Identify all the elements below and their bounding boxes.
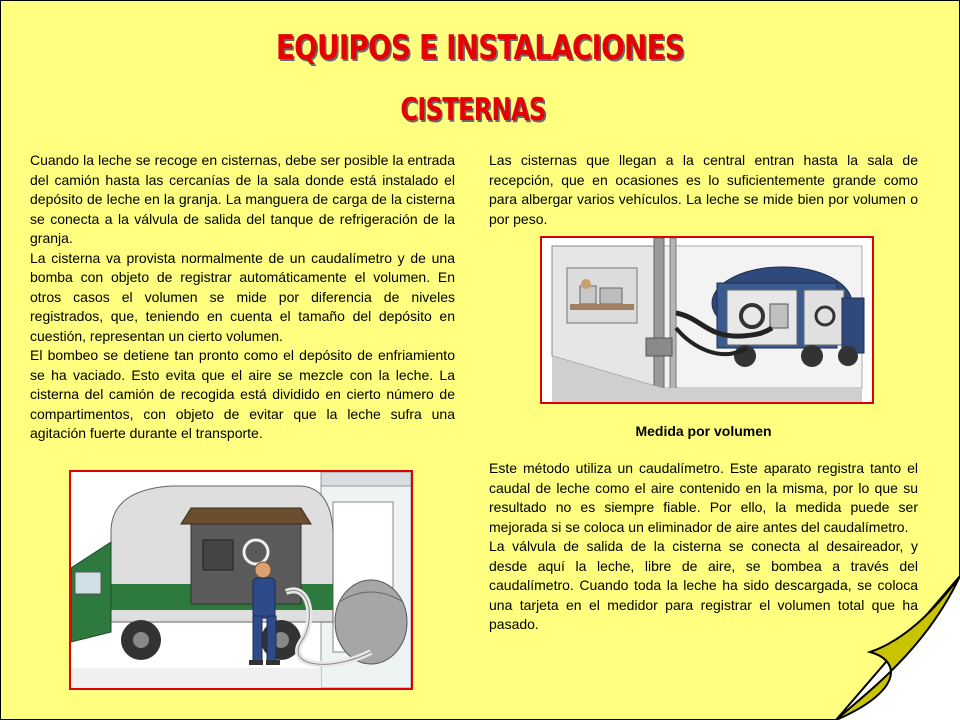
figure-caption: Medida por volumen	[635, 423, 772, 439]
right-paragraph: Este método utiliza un caudalímetro. Este aparato registra tanto el caudal de leche como el aire contenido en la misma, por lo que su resultado no es siempre fiable. Por ello, la medida puede ser mejorada si se coloca un eliminador de aire antes del caudalímetro.	[489, 460, 918, 535]
left-paragraph: La cisterna va provista normalmente de un caudalímetro y de una bomba con objeto de registrar automáticamente el volumen. En otros casos el volumen se mide por diferencia de niveles registrados, que, teniendo en cuenta el tamaño del depósito en cuestión, representan un cierto volumen.	[30, 249, 455, 344]
page-subtitle: CISTERNAS	[400, 92, 546, 128]
tanker-loading-illustration	[69, 470, 413, 690]
right-paragraph: La válvula de salida de la cisterna se conecta al desaireador, y desde aquí la leche, libre de aire, se bombea a través del caudalímetro. Cuando toda la leche ha sido descargada, se coloca una tarjeta en el medidor para registrar el volumen total que ha pasado.	[489, 538, 918, 632]
right-text-block	[489, 459, 918, 635]
left-paragraph: Cuando la leche se recoge en cisternas, debe ser posible la entrada del camión hasta las cercanías de la sala donde está instalado el depósito de leche en la granja. La manguera de carga de la cisterna se conecta a la válvula de salida del tanque de refrigeración de la granja.	[30, 152, 455, 246]
page-title: EQUIPOS E INSTALACIONES	[275, 28, 685, 68]
left-text-block	[30, 151, 455, 444]
reception-room-illustration	[540, 236, 874, 404]
left-paragraph: El bombeo se detiene tan pronto como el depósito de enfriamiento se ha vaciado. Esto evita que el aire se mezcle con la leche. La cisterna del camión de recogida está dividido en cierto número de compartimentos, con objeto de evitar que la leche sufra una agitación fuerte durante el transporte.	[30, 347, 455, 441]
right-intro-paragraph: Las cisternas que llegan a la central entran hasta la sala de recepción, que en ocasiones es lo suficientemente grande como para albergar varios vehículos. La leche se mide bien por volumen o por peso.	[489, 152, 918, 227]
